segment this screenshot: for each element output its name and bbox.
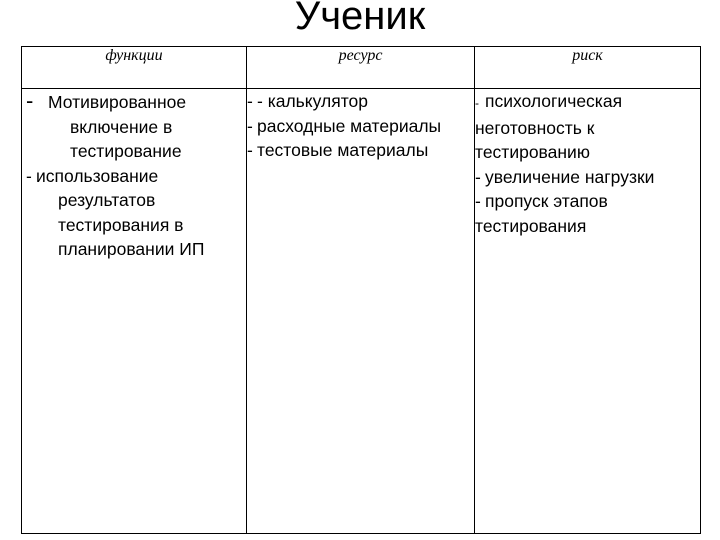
list-item-text: психологическая неготовность к тестированию bbox=[475, 91, 623, 162]
list-item bbox=[247, 138, 474, 163]
data-table bbox=[21, 46, 701, 534]
list-item bbox=[475, 165, 700, 190]
header-functions: функции bbox=[22, 47, 247, 89]
list-item bbox=[475, 89, 700, 165]
list-item bbox=[247, 89, 474, 114]
list-item-text: расходные материалы bbox=[257, 115, 442, 136]
page-title: Ученик bbox=[294, 0, 426, 38]
list-item bbox=[475, 189, 700, 238]
resources-cell bbox=[247, 89, 475, 534]
list-item bbox=[22, 89, 246, 164]
functions-cell bbox=[22, 89, 247, 534]
list-item-text: использование результатов тестирования в планировании ИП bbox=[36, 165, 205, 259]
list-item-text: тестовые материалы bbox=[257, 140, 429, 160]
list-dash: - bbox=[26, 88, 34, 113]
list-item-text: Мотивированное включение в тестирование bbox=[48, 92, 187, 161]
list-dash: - bbox=[247, 91, 253, 111]
list-item-text: пропуск этапов тестирования bbox=[475, 191, 608, 236]
table-row bbox=[22, 89, 701, 534]
header-resource: ресурс bbox=[247, 47, 475, 89]
list-item bbox=[247, 114, 474, 139]
list-item-text: - калькулятор bbox=[257, 91, 368, 111]
list-dash: - bbox=[475, 96, 479, 110]
list-dash: - bbox=[247, 115, 253, 136]
list-item-text: увеличение нагрузки bbox=[485, 166, 655, 187]
list-item bbox=[22, 164, 246, 262]
list-dash: - bbox=[247, 140, 253, 160]
risks-cell bbox=[475, 89, 701, 534]
table-header-row bbox=[22, 47, 701, 89]
list-dash: - bbox=[475, 191, 481, 211]
header-risk: риск bbox=[475, 47, 701, 89]
list-dash: - bbox=[26, 165, 32, 186]
list-dash: - bbox=[475, 166, 481, 187]
